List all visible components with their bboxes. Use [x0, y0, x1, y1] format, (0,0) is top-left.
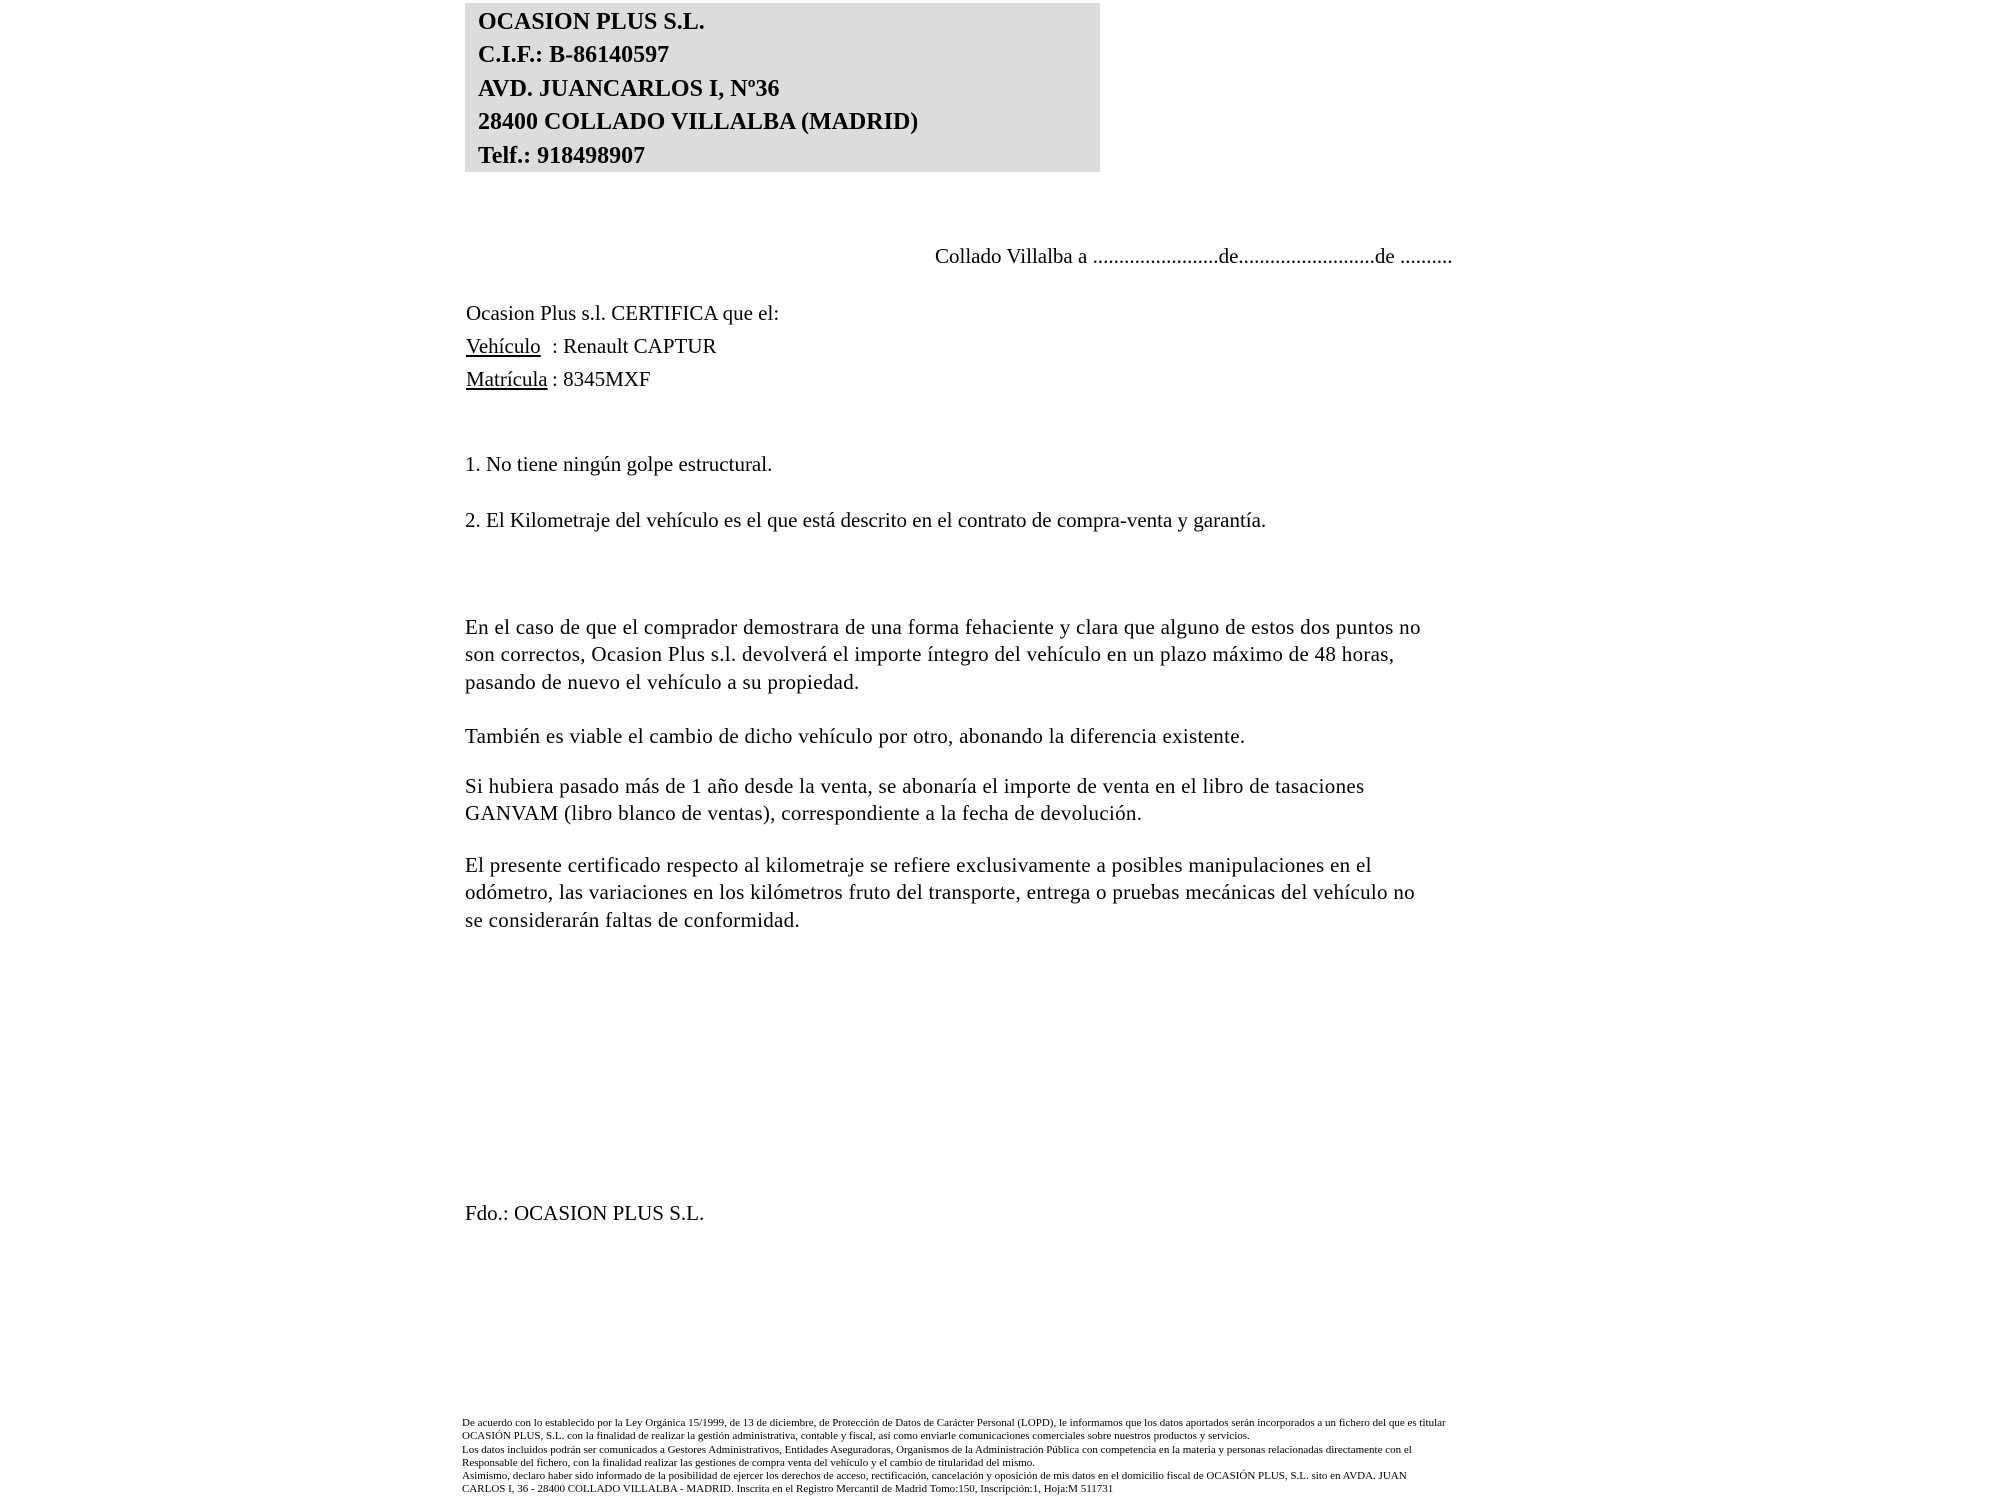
legal-footer-line: CARLOS I, 36 - 28400 COLLADO VILLALBA - MADRID. Inscrita en el Registro Mercantil de Madrid Tomo:150, Inscripción:1, Hoja:M 511731 [462, 1483, 1114, 1496]
legal-footer-line: De acuerdo con lo establecido por la Ley Orgánica 15/1999, de 13 de diciembre, de Protección de Datos de Carácter Personal (LOPD), le informamos que los datos aportados serán incorporados a un fichero del que es titular [462, 1417, 1446, 1429]
certify-block [466, 297, 779, 397]
paragraph-line: son correctos, Ocasion Plus s.l. devolverá el importe íntegro del vehículo en un plazo máximo de 48 horas, [465, 642, 1395, 667]
paragraph-line: En el caso de que el comprador demostrara de una forma fehaciente y clara que alguno de estos dos puntos no [465, 615, 1421, 639]
plate-label: Matrícula [466, 367, 548, 392]
legal-footer-line: Los datos incluidos podrán ser comunicados a Gestores Administrativos, Entidades Aseguradoras, Organismos de la Administración Pública con competencia en la materia y personas relacionadas directamente con el [462, 1443, 1412, 1456]
paragraph-line: pasando de nuevo el vehículo a su propiedad. [465, 669, 860, 694]
company-city: 28400 COLLADO VILLALBA (MADRID) [478, 109, 919, 136]
legal-footer-line: OCASIÓN PLUS, S.L. con la finalidad de realizar la gestión administrativa, contable y fiscal, así como enviarle comunicaciones comerciales sobre nuestros productos y servicios. [462, 1430, 1250, 1443]
paragraph-line: odómetro, las variaciones en los kilómetros fruto del transporte, entrega o pruebas mecánicas del vehículo no [465, 880, 1415, 905]
company-address: AVD. JUANCARLOS I, Nº36 [478, 75, 780, 102]
paragraph-line: Si hubiera pasado más de 1 año desde la venta, se abonaría el importe de venta en el libro de tasaciones [465, 774, 1365, 798]
plate-row [466, 363, 779, 396]
company-cif: C.I.F.: B-86140597 [478, 42, 670, 69]
paragraph-line: se considerarán faltas de conformidad. [465, 907, 801, 932]
certify-intro: Ocasion Plus s.l. CERTIFICA que el: [466, 301, 780, 325]
paragraph-line: GANVAM (libro blanco de ventas), correspondiente a la fecha de devolución. [465, 801, 1143, 826]
legal-footer-line: Asimismo, declaro haber sido informado de la posibilidad de ejercer los derechos de acceso, rectificación, cancelación y oposición de mis datos en el domicilio fiscal de OCASIÓN PLUS, S.L. sito en AVDA. JUAN [462, 1470, 1407, 1482]
vehicle-value: : Renault CAPTUR [552, 334, 717, 359]
legal-footer [462, 1417, 1446, 1497]
paragraph-exchange [465, 723, 1245, 750]
signature-line: Fdo.: OCASION PLUS S.L. [465, 1201, 705, 1225]
plate-label-wrap [466, 363, 552, 396]
condition-item-2: 2. El Kilometraje del vehículo es el que está descrito en el contrato de compra-venta y garantía. [465, 508, 1267, 532]
vehicle-row [466, 330, 779, 363]
company-phone: Telf.: 918498907 [478, 142, 646, 169]
date-place-line: Collado Villalba a ........................de..........................de .......... [935, 244, 1453, 268]
vehicle-label-wrap [466, 330, 552, 363]
condition-item-1: 1. No tiene ningún golpe estructural. [465, 452, 773, 476]
paragraph-refund [465, 614, 1421, 696]
company-name: OCASION PLUS S.L. [478, 9, 705, 35]
plate-value: : 8345MXF [552, 367, 651, 392]
legal-footer-line: Responsable del fichero, con la finalidad realizar las gestiones de compra venta del vehículo y el cambio de titularidad del mismo. [462, 1456, 1036, 1469]
paragraph-odometer [465, 852, 1415, 934]
paragraph-ganvam [465, 773, 1364, 828]
vehicle-label: Vehículo [466, 334, 541, 359]
paragraph-line: El presente certificado respecto al kilometraje se refiere exclusivamente a posibles manipulaciones en el [465, 853, 1372, 877]
company-header-block [465, 3, 1100, 172]
paragraph-line: También es viable el cambio de dicho vehículo por otro, abonando la diferencia existente. [465, 724, 1246, 748]
